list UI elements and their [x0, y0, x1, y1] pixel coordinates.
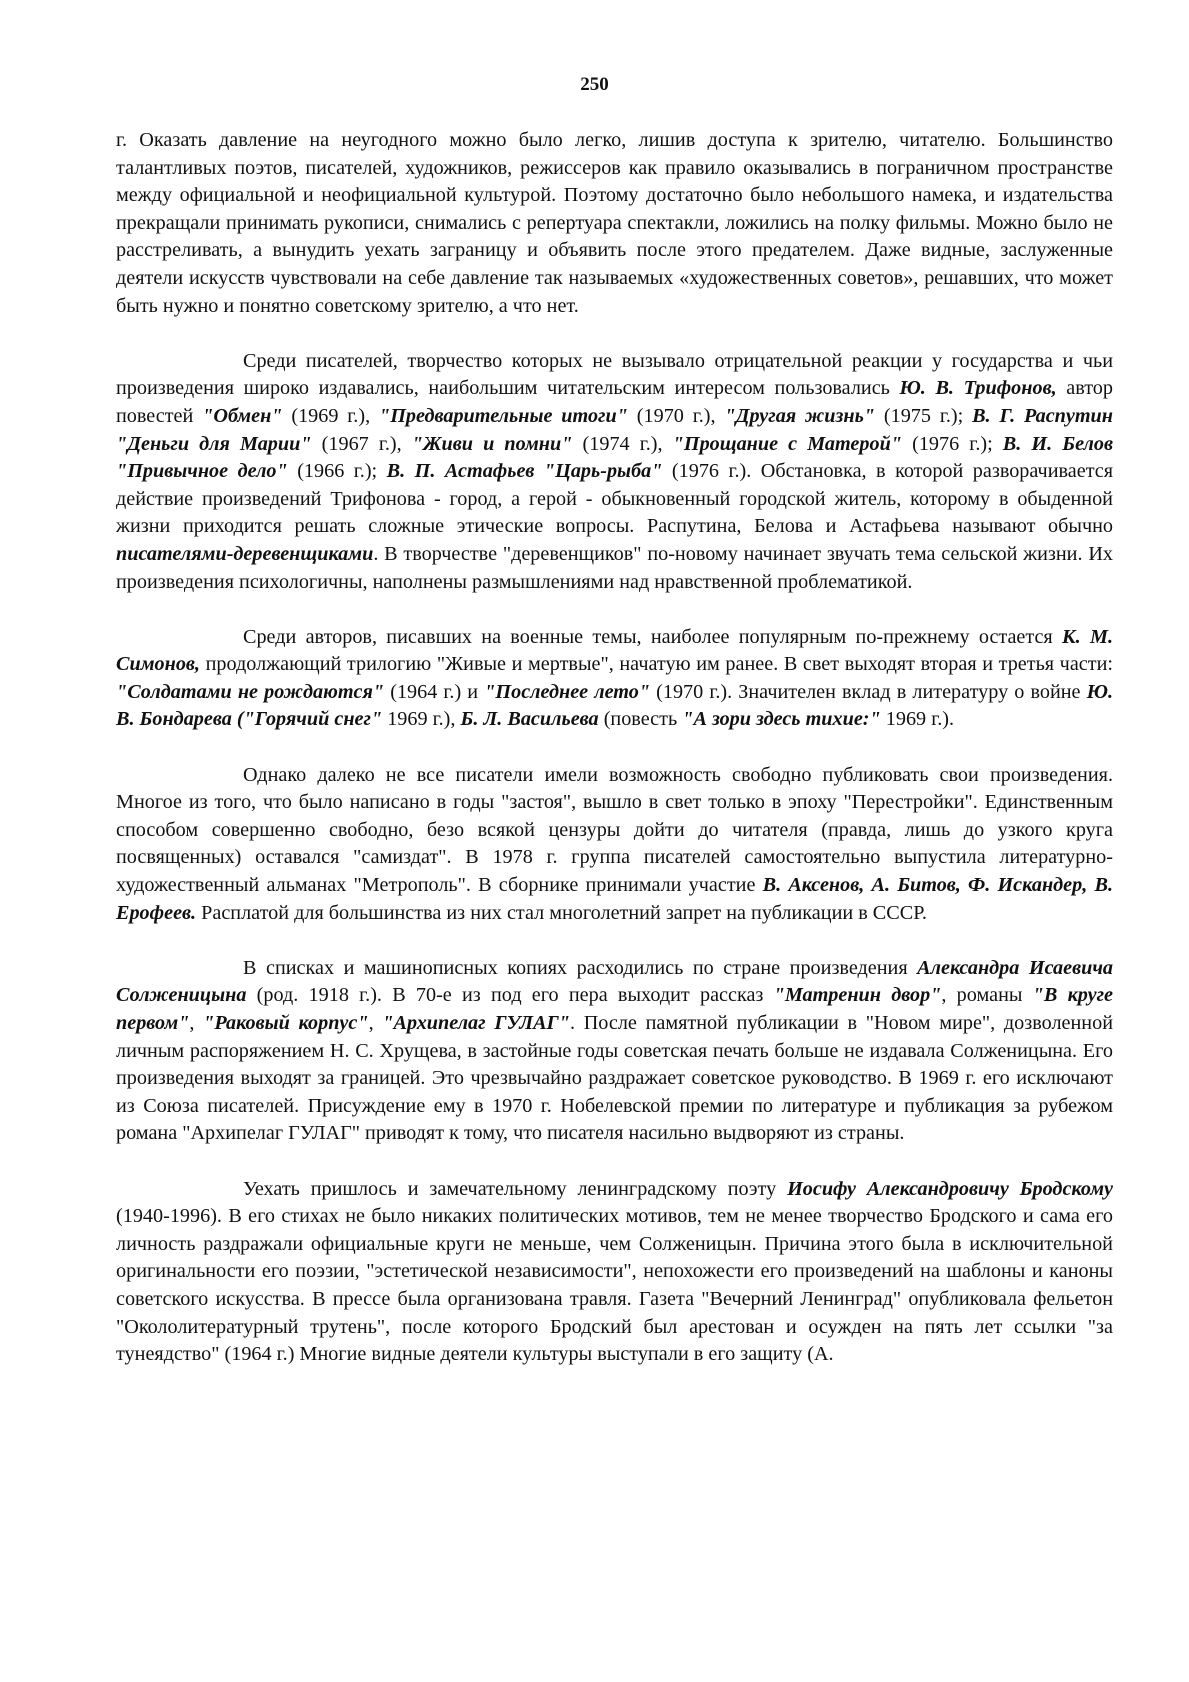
text-run: . В творчестве "деревенщиков" по-новому начинает звучать тема сельской жизни. Их произведения психологичны, наполнены размышлениями над нравственной проблематикой.	[116, 542, 1113, 593]
text-run: 1969 г.).	[880, 708, 955, 731]
emphasized-text: Александра Исаевича Солженицына	[116, 956, 1114, 1007]
emphasized-text: "Последнее лето"	[484, 680, 651, 703]
emphasized-text: "Раковый корпус"	[203, 1012, 369, 1034]
emphasized-text: "Прощание с Матерой"	[672, 432, 903, 455]
emphasized-text: Иосифу Александровичу Бродскому	[787, 1177, 1113, 1200]
emphasized-text: "Живи и помни"	[411, 432, 573, 455]
text-run: . После памятной публикации в "Новом мире", дозволенной личным распоряжением Н. С. Хрущева, в застойные годы советская печать больше не издавала Солженицына. Его произведения выходят за границей. Это чрезвычайно раздражает советское руководство. В 1969 г. его исключают из Союза писателей. Присуждение ему в 1970 г. Нобелевской премии по литературе и публикация за рубежом романа "Архипелаг ГУЛАГ" приводят к тому, что писателя насильно выдворяют из страны.	[116, 1012, 1114, 1145]
text-run: (1976 г.);	[902, 432, 1003, 455]
text-run: Однако далеко не все писатели имели возможность свободно публиковать свои произведения. Многое из того, что было написано в годы "застоя", вышло в свет только в эпоху "Перестройки". Единственным способом совершенно свободно, безо всякой цензуры дойти до читателя (правда, лишь до узкого круга посвященных) оставался "самиздат". В 1978 г. группа писателей самостоятельно выпустила литературно-художественный альманах "Метрополь". В сборнике принимали участие	[116, 763, 1113, 897]
paragraph	[116, 955, 1113, 1148]
emphasized-text: "В круге первом"	[116, 984, 1114, 1034]
text-run: (1966 г.);	[287, 460, 387, 483]
text-run: Расплатой для большинства из них стал многолетний запрет на публикации в СССР.	[196, 901, 927, 924]
text-run: автор повестей	[116, 377, 1113, 427]
text-run: Уехать пришлось и замечательному ленинградскому поэту	[243, 1177, 788, 1200]
text-run: Среди писателей, творчество которых не вызывало отрицательной реакции у государства и чьи произведения широко издавались, наибольшим читательским интересом пользовались	[116, 349, 1113, 400]
emphasized-text: Ю. В. Бондарева ("Горячий снег"	[116, 680, 1113, 731]
text-run: (род. 1918 г.). В 70-е из под его пера выходит рассказ	[246, 984, 774, 1007]
page-number: 250	[580, 74, 609, 95]
emphasized-text: "Предварительные итоги"	[379, 404, 628, 427]
emphasized-text: В. Г. Распутин "Деньги для Марии"	[116, 404, 1113, 455]
paragraph	[116, 624, 1113, 734]
text-run: г. Оказать давление на неугодного можно было легко, лишив доступа к зрителю, читателю. Большинство талантливых поэтов, писателей, художников, режиссеров как правило оказывались в пограничном пространстве между официальной и неофициальной культурой. Поэтому достаточно было небольшого намека, и издательства прекращали принимать рукописи, снимались с репертуара спектакли, ложились на полку фильмы. Можно было не расстреливать, а вынудить уехать заграницу и объявить после этого предателем. Даже видные, заслуженные деятели искусств чувствовали на себе давление так называемых «художественных советов», решавших, что может быть нужно и понятно советскому зрителю, а что нет.	[116, 129, 1113, 317]
emphasized-text: писателями-деревенщиками	[116, 542, 374, 565]
emphasized-text: Ю. В. Трифонов,	[899, 377, 1057, 400]
emphasized-text: В. Аксенов, А. Битов, Ф. Искандер, В. Ерофеев.	[116, 874, 1113, 924]
text-run: (1974 г.),	[572, 432, 673, 455]
text-run: ,	[368, 1012, 383, 1034]
text-run: (1969 г.),	[282, 404, 379, 427]
text-run: (1964 г.) и	[384, 680, 485, 703]
text-run: (1976 г.). Обстановка, в которой разворачивается действие произведений Трифонова - город, а герой - обыкновенный городской житель, которому в обыденной жизни приходится решать сложные этические вопросы. Распутина, Белова и Астафьева называют обычно	[116, 460, 1114, 538]
emphasized-text: Б. Л. Васильева	[460, 708, 599, 731]
emphasized-text: "А зори здесь тихие:"	[682, 708, 881, 731]
text-run: , романы	[941, 984, 1033, 1007]
text-run: (1970 г.),	[627, 404, 725, 427]
emphasized-text: В. И. Белов "Привычное дело"	[116, 432, 1114, 483]
emphasized-text: "Архипелаг ГУЛАГ"	[382, 1012, 570, 1034]
text-run: (1970 г.). Значителен вклад в литературу о войне	[650, 680, 1087, 703]
body-text	[116, 127, 1113, 1396]
text-run: ,	[189, 1012, 204, 1034]
emphasized-text: "Матренин двор"	[773, 984, 942, 1007]
text-run: (повесть	[598, 708, 683, 731]
text-run: (1967 г.),	[311, 432, 412, 455]
emphasized-text: В. П. Астафьев "Царь-рыба"	[386, 460, 663, 483]
emphasized-text: "Другая жизнь"	[724, 404, 876, 427]
emphasized-text: "Обмен"	[202, 404, 283, 427]
paragraph	[116, 762, 1113, 928]
text-run: (1940-1996). В его стихах не было никаких политических мотивов, тем не менее творчество Бродского и сама его личность раздражали официальные круги не меньше, чем Солженицын. Причина этого была в исключительной оригинальности его поэзии, "эстетической независимости", непохожести его произведений на шаблоны и каноны советского искусства. В прессе была организована травля. Газета "Вечерний Ленинград" опубликовала фельетон "Окололитературный трутень", после которого Бродский был арестован и осужден на пять лет ссылки "за тунеядство" (1964 г.) Многие видные деятели культуры выступали в его защиту (А.	[116, 1205, 1113, 1366]
text-run: Среди авторов, писавших на военные темы, наиболее популярным по-прежнему остается	[243, 625, 1062, 648]
text-run: продолжающий трилогию "Живые и мертвые", начатую им ранее. В свет выходят вторая и третья части:	[199, 653, 1113, 676]
emphasized-text: К. М. Симонов,	[116, 625, 1113, 676]
text-run: 1969 г.),	[382, 708, 461, 731]
text-run: (1975 г.);	[875, 404, 973, 427]
text-run: В списках и машинописных копиях расходились по стране произведения	[243, 956, 918, 979]
paragraph	[116, 1176, 1113, 1369]
emphasized-text: "Солдатами не рождаются"	[116, 680, 385, 703]
paragraph	[116, 127, 1113, 320]
paragraph	[116, 348, 1113, 596]
